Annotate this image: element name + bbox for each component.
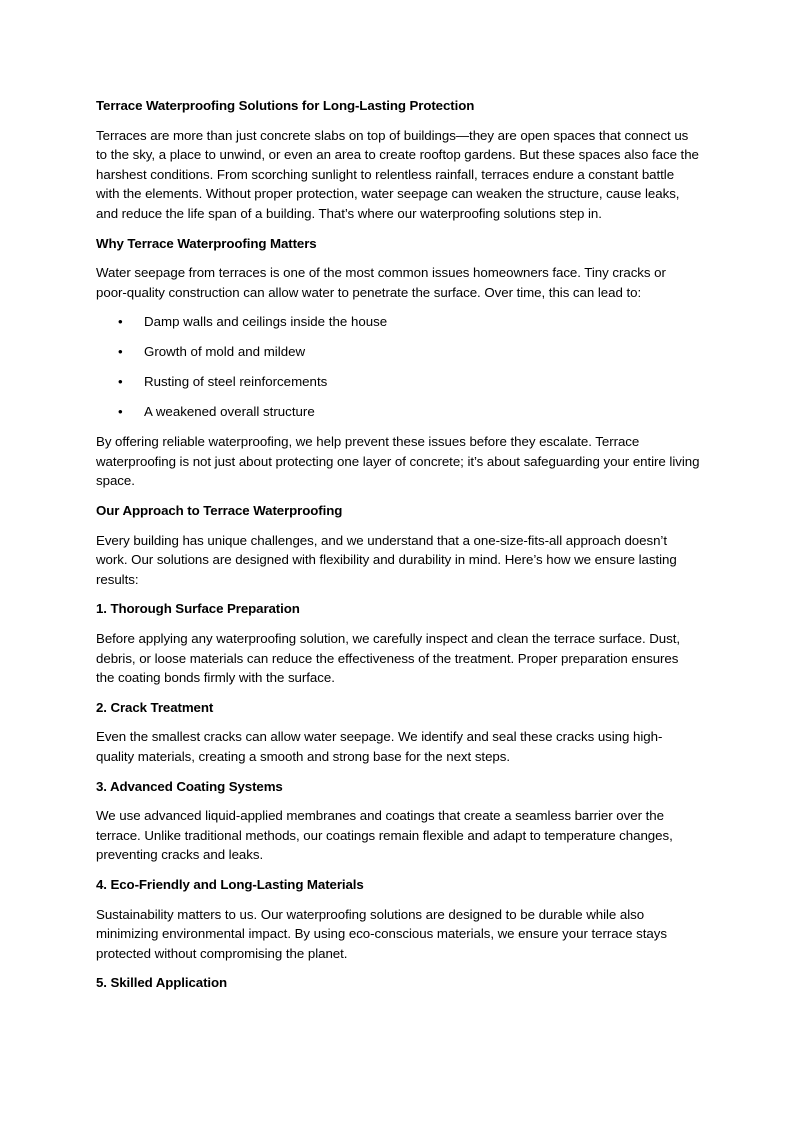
step-paragraph: Even the smallest cracks can allow water seepage. We identify and seal these cracks using high-quality materials, creating a smooth and strong base for the next steps. xyxy=(96,729,663,764)
why-heading: Why Terrace Waterproofing Matters xyxy=(96,235,317,251)
list-item-text: Damp walls and ceilings inside the house xyxy=(144,314,388,330)
step-heading: 2. Crack Treatment xyxy=(96,699,214,715)
step-paragraph: We use advanced liquid-applied membranes and coatings that create a seamless barrier over the terrace. Unlike traditional methods, our coatings remain flexible and adapt to temperature changes, preventing cracks and leaks. xyxy=(96,808,673,863)
step-paragraph: Sustainability matters to us. Our waterproofing solutions are designed to be durable while also minimizing environmental impact. By using eco-conscious materials, we ensure your terrace stays protected without compromising the planet. xyxy=(96,906,667,961)
bullet-icon: • xyxy=(118,344,123,360)
list-item xyxy=(96,372,700,392)
step-heading: 1. Thorough Surface Preparation xyxy=(96,601,300,617)
list-item-text: Growth of mold and mildew xyxy=(144,344,306,360)
list-item-text: A weakened overall structure xyxy=(144,404,315,420)
step-heading: 3. Advanced Coating Systems xyxy=(96,778,283,794)
bullet-icon: • xyxy=(118,404,123,420)
approach-heading: Our Approach to Terrace Waterproofing xyxy=(96,503,343,519)
issues-bullet-list xyxy=(96,312,700,422)
step-paragraph: Before applying any waterproofing solution, we carefully inspect and clean the terrace surface. Dust, debris, or loose materials can reduce the effectiveness of the treatment. Proper preparation ensures the coating bonds firmly with the surface. xyxy=(96,631,681,686)
bullet-icon: • xyxy=(118,314,123,330)
bullet-icon: • xyxy=(118,374,123,390)
step-heading: 4. Eco-Friendly and Long-Lasting Materials xyxy=(96,876,364,892)
why-closing-paragraph: By offering reliable waterproofing, we help prevent these issues before they escalate. Terrace waterproofing is not just about protecting one layer of concrete; it’s about safeguarding your entire living space. xyxy=(96,434,700,489)
list-item-text: Rusting of steel reinforcements xyxy=(144,374,328,390)
document-title: Terrace Waterproofing Solutions for Long-Lasting Protection xyxy=(96,98,475,113)
why-paragraph: Water seepage from terraces is one of the most common issues homeowners face. Tiny cracks or poor-quality construction can allow water to penetrate the surface. Over time, this can lead to: xyxy=(96,265,666,300)
list-item xyxy=(96,342,700,362)
approach-paragraph: Every building has unique challenges, and we understand that a one-size-fits-all approach doesn’t work. Our solutions are designed with flexibility and durability in mind. Here’s how we ensure lasting results: xyxy=(96,532,677,587)
list-item xyxy=(96,402,700,422)
intro-paragraph: Terraces are more than just concrete slabs on top of buildings—they are open spaces that connect us to the sky, a place to unwind, or even an area to create rooftop gardens. But these spaces also face the harshest conditions. From scorching sunlight to relentless rainfall, terraces endure a constant battle with the elements. Without proper protection, water seepage can weaken the structure, cause leaks, and reduce the life span of a building. That’s where our waterproofing solutions step in. xyxy=(96,127,699,221)
step-heading: 5. Skilled Application xyxy=(96,975,228,991)
document-page xyxy=(96,96,700,1003)
list-item xyxy=(96,312,700,332)
